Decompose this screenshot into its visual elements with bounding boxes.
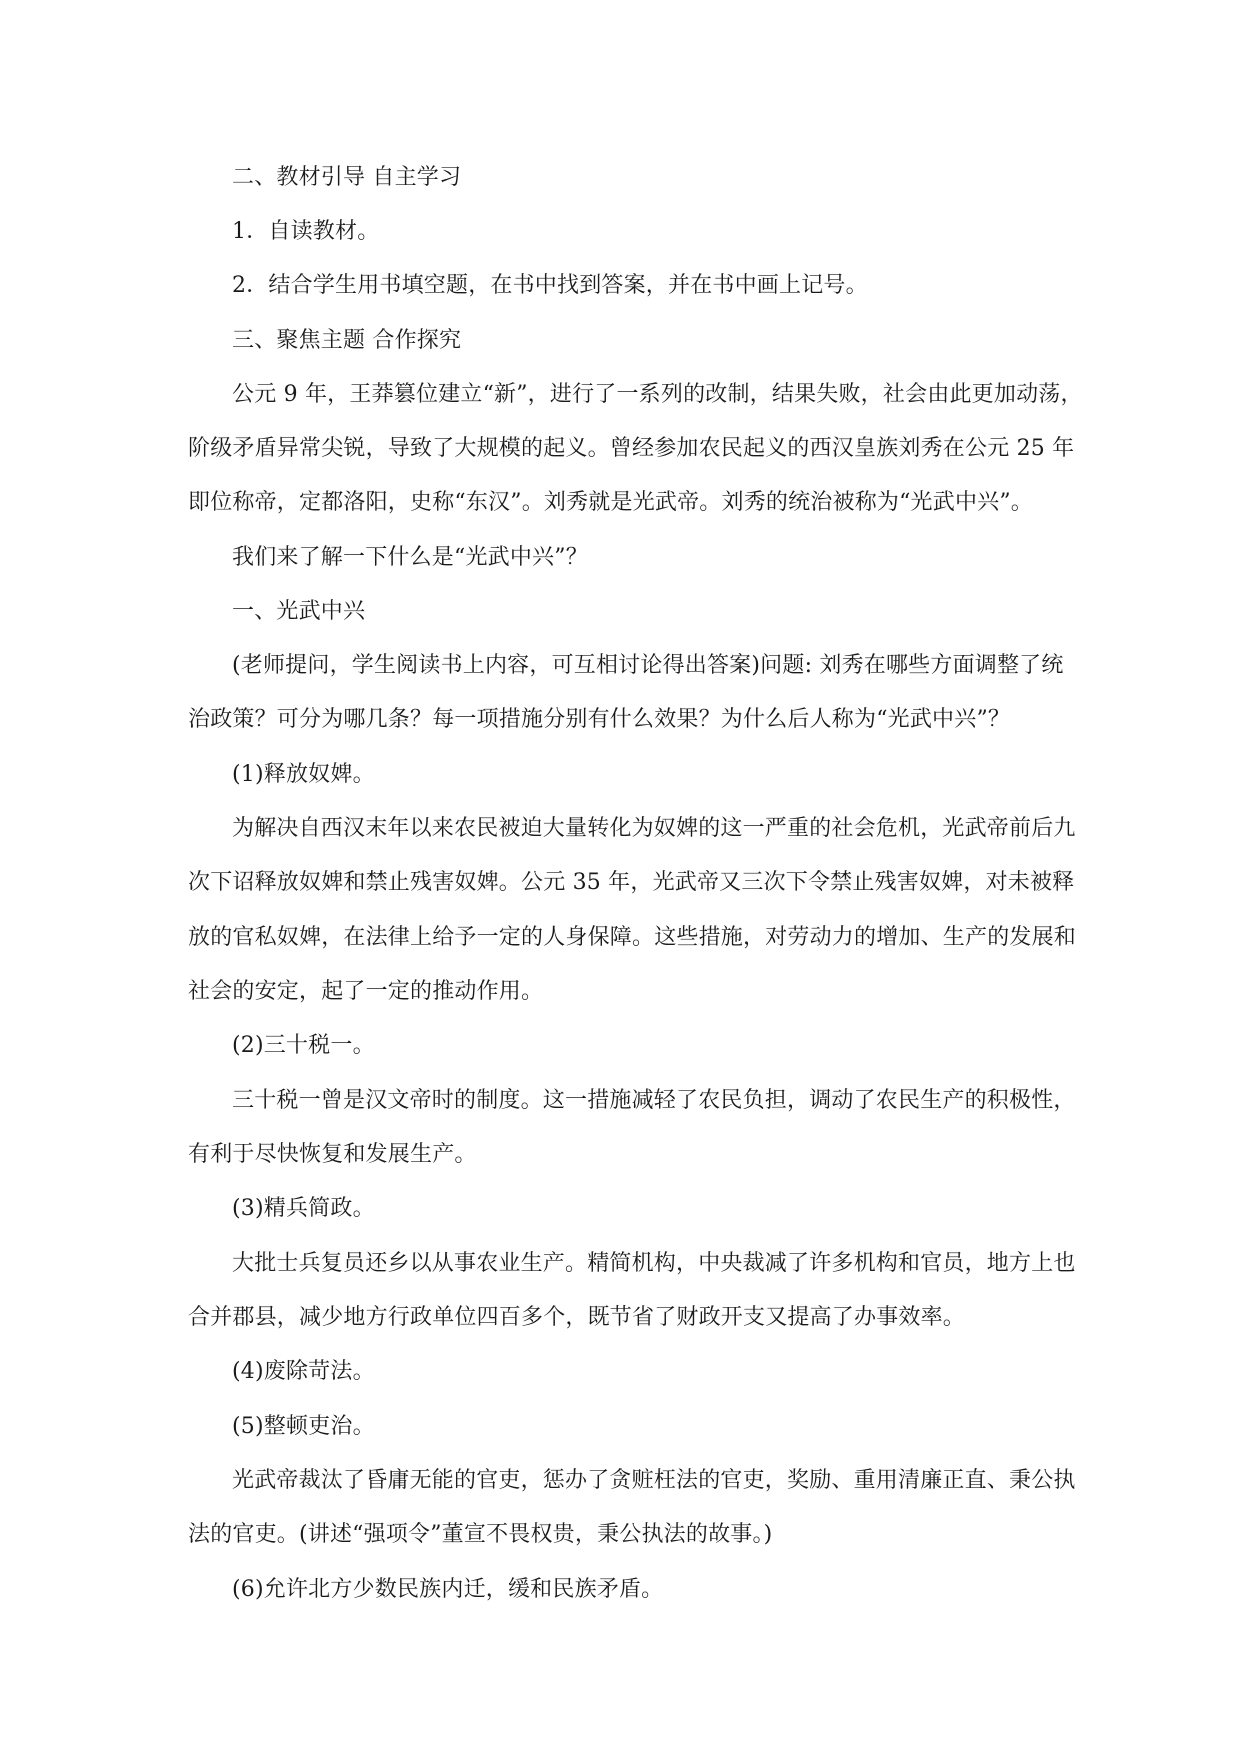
topic-heading: 一、光武中兴: [232, 599, 366, 624]
paragraph-line: 公元 9 年，王莽篡位建立“新”，进行了一系列的改制，结果失败，社会由此更加动荡，: [232, 382, 1083, 407]
paragraph-line: 放的官私奴婢，在法律上给予一定的人身保障。这些措施，对劳动力的增加、生产的发展和: [188, 925, 1077, 950]
list-item: 2．结合学生用书填空题，在书中找到答案，并在书中画上记号。: [232, 273, 868, 298]
paragraph-line: 治政策？可分为哪几条？每一项措施分别有什么效果？为什么后人称为“光武中兴”？: [188, 707, 1011, 732]
measure-title: (5)整顿吏治。: [232, 1414, 375, 1439]
section-heading-3: 三、聚焦主题 合作探究: [232, 328, 462, 353]
paragraph-line: 法的官吏。(讲述“强项令”董宣不畏权贵，秉公执法的故事。): [188, 1522, 773, 1547]
paragraph: 我们来了解一下什么是“光武中兴”？: [232, 545, 588, 570]
paragraph-line: 社会的安定，起了一定的推动作用。: [188, 979, 544, 1004]
measure-title: (1)释放奴婢。: [232, 762, 375, 787]
list-item: 1．自读教材。: [232, 219, 380, 244]
paragraph-line: 次下诏释放奴婢和禁止残害奴婢。公元 35 年，光武帝又三次下令禁止残害奴婢，对未被释: [188, 870, 1075, 895]
measure-title: (6)允许北方少数民族内迁，缓和民族矛盾。: [232, 1577, 664, 1602]
paragraph-line: 光武帝裁汰了昏庸无能的官吏，惩办了贪赃枉法的官吏，奖励、重用清廉正直、秉公执: [232, 1468, 1076, 1493]
measure-title: (2)三十税一。: [232, 1033, 375, 1058]
measure-title: (4)废除苛法。: [232, 1359, 375, 1384]
paragraph-line: (老师提问，学生阅读书上内容，可互相讨论得出答案)问题: 刘秀在哪些方面调整了统: [232, 653, 1064, 678]
paragraph-line: 大批士兵复员还乡以从事农业生产。精简机构，中央裁减了许多机构和官员，地方上也: [232, 1251, 1076, 1276]
section-heading-2: 二、教材引导 自主学习: [232, 165, 462, 190]
measure-title: (3)精兵简政。: [232, 1196, 375, 1221]
paragraph-line: 三十税一曾是汉文帝时的制度。这一措施减轻了农民负担，调动了农民生产的积极性，: [232, 1088, 1076, 1113]
paragraph-line: 即位称帝，定都洛阳，史称“东汉”。刘秀就是光武帝。刘秀的统治被称为“光武中兴”。: [188, 490, 1033, 515]
paragraph-line: 为解决自西汉末年以来农民被迫大量转化为奴婢的这一严重的社会危机，光武帝前后九: [232, 816, 1076, 841]
paragraph-line: 阶级矛盾异常尖锐，导致了大规模的起义。曾经参加农民起义的西汉皇族刘秀在公元 25 年: [188, 436, 1075, 461]
paragraph-line: 有利于尽快恢复和发展生产。: [188, 1142, 477, 1167]
paragraph-line: 合并郡县，减少地方行政单位四百多个，既节省了财政开支又提高了办事效率。: [188, 1305, 966, 1330]
document-page: [188, 163, 1083, 1605]
